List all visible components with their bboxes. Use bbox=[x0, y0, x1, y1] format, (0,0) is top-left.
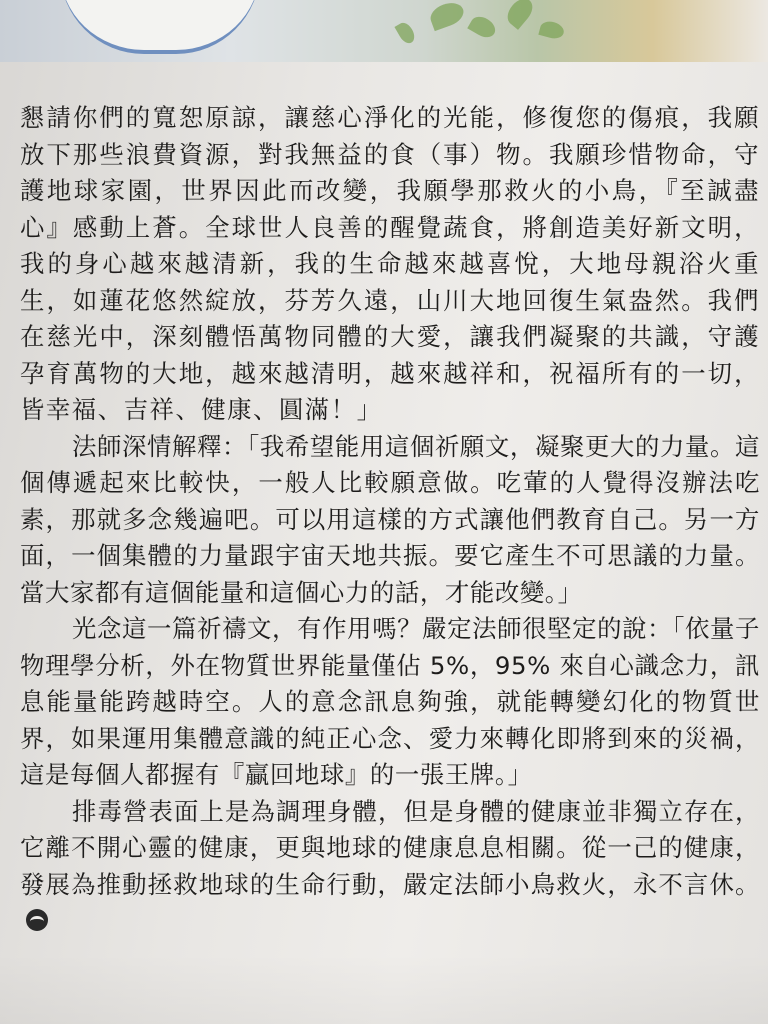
page-shadow bbox=[0, 954, 768, 1024]
article-paragraph: 懇請你們的寬恕原諒，讓慈心淨化的光能，修復您的傷痕，我願放下那些浪費資源，對我無益的食（事）物。我願珍惜物命，守護地球家園，世界因此而改變，我願學那救火的小鳥，『至誠盡心』感動上蒼。全球世人良善的醒覺蔬食，將創造美好新文明，我的身心越來越清新，我的生命越來越喜悅，大地母親浴火重生，如蓮花悠然綻放，芬芳久遠，山川大地回復生氣盎然。我們在慈光中，深刻體悟萬物同體的大愛，讓我們凝聚的共識，守護孕育萬物的大地，越來越清明，越來越祥和，祝福所有的一切，皆幸福、吉祥、健康、圓滿！」 bbox=[20, 103, 760, 424]
article-body bbox=[20, 100, 760, 940]
photo-leaf bbox=[467, 13, 499, 42]
photo-leaf bbox=[538, 19, 565, 41]
article-paragraph-last bbox=[20, 794, 760, 940]
photo-leaf bbox=[394, 20, 417, 46]
header-photo bbox=[0, 0, 768, 62]
photo-leaf bbox=[427, 0, 466, 31]
photo-bowl bbox=[60, 0, 260, 54]
end-of-article-icon bbox=[26, 909, 48, 931]
article-paragraph: 法師深情解釋：「我希望能用這個祈願文，凝聚更大的力量。這個傳遞起來比較快，一般人比較願意做。吃葷的人覺得沒辦法吃素，那就多念幾遍吧。可以用這樣的方式讓他們教育自己。另一方面，一個集體的力量跟宇宙天地共振。要它產生不可思議的力量。當大家都有這個能量和這個心力的話，才能改變。」 bbox=[20, 431, 760, 607]
article-paragraph-text: 排毒營表面上是為調理身體，但是身體的健康並非獨立存在，它離不開心靈的健康，更與地球的健康息息相關。從一己的健康，發展為推動拯救地球的生命行動，嚴定法師小鳥救火，永不言休。 bbox=[20, 796, 760, 899]
photo-leaf bbox=[503, 0, 538, 30]
article-paragraph: 光念這一篇祈禱文，有作用嗎？嚴定法師很堅定的說：「依量子物理學分析，外在物質世界能量僅佔 5%，95% 來自心識念力，訊息能量能跨越時空。人的意念訊息夠強，就能轉變幻化的物質世界，如果運用集體意識的純正心念、愛力來轉化即將到來的災禍，這是每個人都握有『贏回地球』的一張王牌。」 bbox=[20, 614, 760, 789]
